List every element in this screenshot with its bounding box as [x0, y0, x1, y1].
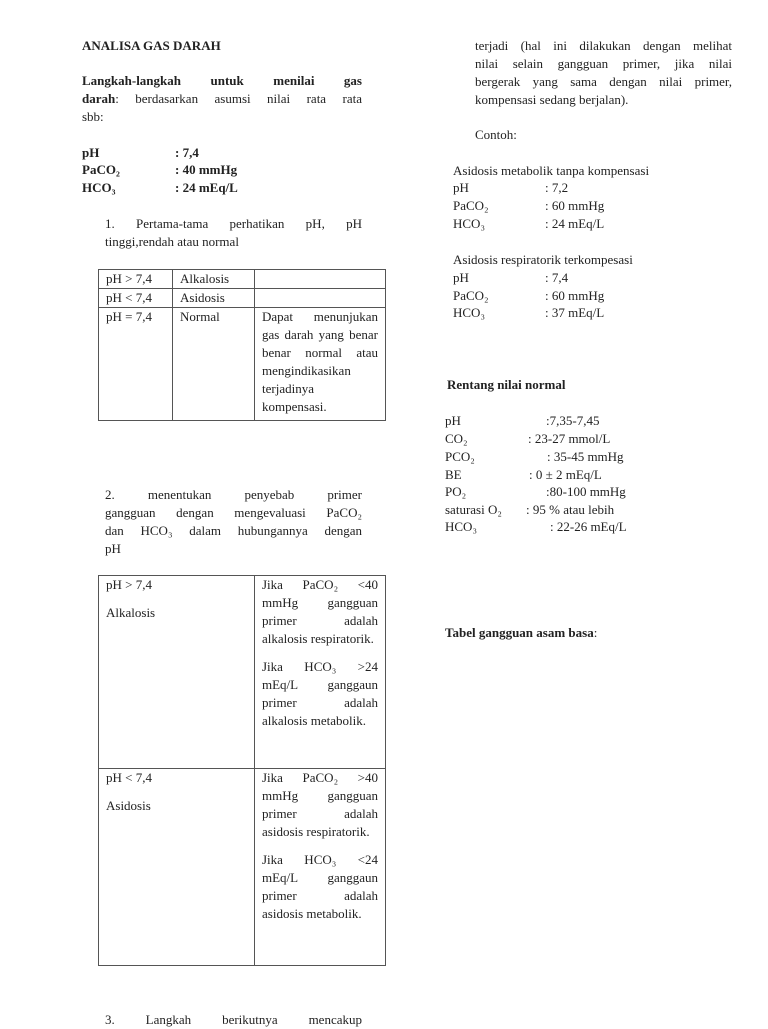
table-row	[99, 576, 386, 769]
tabel-title: Tabel gangguan asam basa	[445, 625, 594, 640]
ex1-key: PaCO₂	[453, 198, 489, 213]
cont-line: terjadi (hal ini dilakukan dengan melihat	[475, 38, 732, 53]
cell	[255, 289, 386, 308]
ex2-val: : 60 mmHg	[545, 288, 605, 303]
normal-val: : 95 % atau lebih	[526, 502, 615, 517]
ex1-val: : 7,2	[545, 180, 569, 195]
normal-val: :80-100 mmHg	[546, 484, 626, 499]
intro-line2	[82, 90, 362, 108]
table-row	[99, 289, 386, 308]
contoh-label: Contoh:	[475, 127, 517, 142]
ex1-val: : 60 mmHg	[545, 198, 605, 213]
step1-line1: 1. Pertama-tama perhatikan pH, pH	[105, 216, 362, 231]
state-label: Alkalosis	[106, 605, 156, 620]
ex2-key: pH	[453, 270, 469, 285]
avg-ph-val: : 7,4	[175, 145, 199, 160]
intro-line3: sbb:	[82, 109, 104, 124]
step2-line1: 2. menentukan penyebab primer	[105, 487, 362, 502]
cause-table	[98, 575, 386, 966]
ex1-val: : 24 mEq/L	[545, 216, 605, 231]
normal-val: : 23-27 mmol/L	[528, 431, 611, 446]
step2-line4: pH	[105, 541, 121, 556]
avg-hco3-key: HCO₃	[82, 180, 116, 195]
cell	[255, 576, 386, 769]
intro-line1: Langkah-langkah untuk menilai gas	[82, 73, 362, 88]
normal-key: PCO₂	[445, 449, 475, 464]
cell: Alkalosis	[173, 270, 255, 289]
cell	[255, 270, 386, 289]
ex2-val: : 37 mEq/L	[545, 305, 605, 320]
normal-key: PO₂	[445, 484, 467, 499]
cell: pH > 7,4	[99, 270, 173, 289]
normal-title: Rentang nilai normal	[447, 377, 566, 392]
doc-title: ANALISA GAS DARAH	[82, 38, 221, 53]
ph-label: pH > 7,4	[106, 577, 152, 592]
rule-text: Jika PaCO₂ >40 mmHg gangguan primer adalah asidosis respiratorik.	[262, 770, 378, 839]
step3-line1: 3. Langkah berikutnya mencakup	[105, 1012, 362, 1027]
rule-text: Jika HCO₃ >24 mEq/L ganggaun primer adalah alkalosis metabolik.	[262, 659, 378, 728]
intro-rest: : berdasarkan asumsi nilai rata rata	[115, 91, 362, 106]
cell: Dapat menunjukan gas darah yang benar benar normal atau mengindikasikan terjadinya kompensasi.	[255, 308, 386, 421]
normal-val: : 22-26 mEq/L	[550, 519, 627, 534]
cell: Asidosis	[173, 289, 255, 308]
cell	[255, 769, 386, 966]
normal-key: BE	[445, 467, 462, 482]
table-row	[99, 270, 386, 289]
normal-key: HCO₃	[445, 519, 477, 534]
normal-key: CO₂	[445, 431, 468, 446]
ex1-title: Asidosis metabolik tanpa kompensasi	[453, 163, 650, 178]
ex2-title: Asidosis respiratorik terkompesasi	[453, 252, 633, 267]
step1-line2: tinggi,rendah atau normal	[105, 234, 239, 249]
rule-text: Jika HCO₃ <24 mEq/L ganggaun primer adalah asidosis metabolik.	[262, 852, 378, 921]
cont-line: kompensasi sedang berjalan).	[475, 92, 629, 107]
cont-line: nilai selain gangguan primer, jika nilai	[475, 56, 732, 71]
normal-val: : 35-45 mmHg	[547, 449, 624, 464]
ex2-key: PaCO₂	[453, 288, 489, 303]
step2-line2: gangguan dengan mengevaluasi PaCO₂	[105, 505, 362, 520]
avg-hco3-val: : 24 mEq/L	[175, 180, 238, 195]
cont-line: bergerak yang sama dengan nilai primer,	[475, 74, 732, 89]
avg-paco2-val: : 40 mmHg	[175, 162, 238, 177]
tabel-colon: :	[593, 625, 598, 640]
normal-key: pH	[445, 413, 461, 428]
ph-table	[98, 269, 386, 421]
cell	[99, 576, 255, 769]
normal-val: : 0 ± 2 mEq/L	[529, 467, 602, 482]
cell: Normal	[173, 308, 255, 421]
table-row	[99, 769, 386, 966]
table-row	[99, 308, 386, 421]
normal-key: saturasi O₂	[445, 502, 502, 517]
ex2-key: HCO₃	[453, 305, 485, 320]
avg-ph-key: pH	[82, 145, 100, 160]
avg-paco2-key: PaCO₂	[82, 162, 120, 177]
cell: pH = 7,4	[99, 308, 173, 421]
ph-label: pH < 7,4	[106, 770, 152, 785]
state-label: Asidosis	[106, 798, 151, 813]
normal-val: :7,35-7,45	[546, 413, 600, 428]
cell: pH < 7,4	[99, 289, 173, 308]
cell	[99, 769, 255, 966]
ex1-key: pH	[453, 180, 469, 195]
ex1-key: HCO₃	[453, 216, 485, 231]
step2-line3: dan HCO₃ dalam hubungannya dengan	[105, 523, 362, 538]
rule-text: Jika PaCO₂ <40 mmHg gangguan primer adalah alkalosis respiratorik.	[262, 577, 378, 646]
tabel-heading	[445, 624, 597, 642]
ex2-val: : 7,4	[545, 270, 569, 285]
intro-bold: darah	[82, 91, 116, 106]
